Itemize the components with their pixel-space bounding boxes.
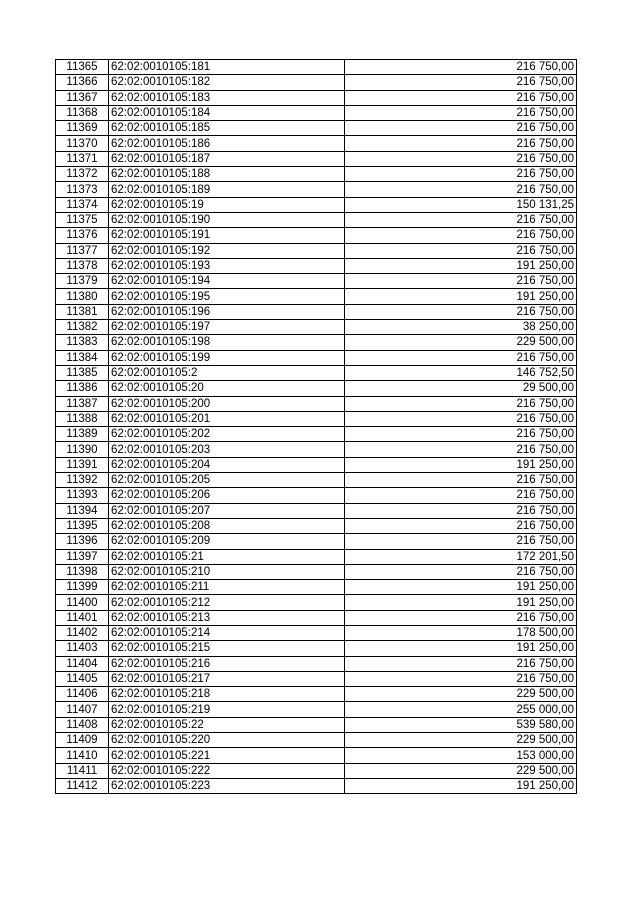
row-number-cell: 11371 <box>56 151 109 166</box>
table-row <box>56 625 577 640</box>
cadastral-value-cell: 216 750,00 <box>345 564 577 579</box>
table-row <box>56 90 577 105</box>
cadastral-value-cell: 38 250,00 <box>345 320 577 335</box>
table-row <box>56 411 577 426</box>
table-row <box>56 457 577 472</box>
table-row <box>56 564 577 579</box>
row-number-cell: 11392 <box>56 473 109 488</box>
cadastral-value-cell: 216 750,00 <box>345 75 577 90</box>
row-number-cell: 11402 <box>56 625 109 640</box>
cadastral-value-cell: 216 750,00 <box>345 243 577 258</box>
cadastral-value-cell: 255 000,00 <box>345 702 577 717</box>
row-number-cell: 11393 <box>56 488 109 503</box>
table-row <box>56 641 577 656</box>
table-row <box>56 748 577 763</box>
cadastral-value-cell: 178 500,00 <box>345 625 577 640</box>
cadastral-value-cell: 150 131,25 <box>345 197 577 212</box>
row-number-cell: 11390 <box>56 442 109 457</box>
cadastral-number-cell: 62:02:0010105:197 <box>109 320 345 335</box>
cadastral-number-cell: 62:02:0010105:203 <box>109 442 345 457</box>
table-row <box>56 304 577 319</box>
cadastral-value-cell: 216 750,00 <box>345 488 577 503</box>
cadastral-value-cell: 153 000,00 <box>345 748 577 763</box>
cadastral-value-cell: 191 250,00 <box>345 641 577 656</box>
cadastral-number-cell: 62:02:0010105:2 <box>109 365 345 380</box>
table-row <box>56 717 577 732</box>
cadastral-number-cell: 62:02:0010105:20 <box>109 381 345 396</box>
cadastral-value-cell: 216 750,00 <box>345 212 577 227</box>
row-number-cell: 11379 <box>56 274 109 289</box>
row-number-cell: 11373 <box>56 182 109 197</box>
cadastral-number-cell: 62:02:0010105:218 <box>109 687 345 702</box>
row-number-cell: 11403 <box>56 641 109 656</box>
table-row <box>56 396 577 411</box>
table-row <box>56 258 577 273</box>
row-number-cell: 11389 <box>56 427 109 442</box>
cadastral-number-cell: 62:02:0010105:207 <box>109 503 345 518</box>
cadastral-value-cell: 216 750,00 <box>345 518 577 533</box>
cadastral-number-cell: 62:02:0010105:196 <box>109 304 345 319</box>
row-number-cell: 11406 <box>56 687 109 702</box>
table-row <box>56 702 577 717</box>
table-row <box>56 671 577 686</box>
row-number-cell: 11396 <box>56 534 109 549</box>
row-number-cell: 11410 <box>56 748 109 763</box>
row-number-cell: 11383 <box>56 335 109 350</box>
cadastral-number-cell: 62:02:0010105:200 <box>109 396 345 411</box>
cadastral-number-cell: 62:02:0010105:210 <box>109 564 345 579</box>
cadastral-value-cell: 216 750,00 <box>345 656 577 671</box>
cadastral-value-cell: 216 750,00 <box>345 442 577 457</box>
cadastral-number-cell: 62:02:0010105:217 <box>109 671 345 686</box>
cadastral-value-cell: 216 750,00 <box>345 105 577 120</box>
table-row <box>56 442 577 457</box>
row-number-cell: 11370 <box>56 136 109 151</box>
row-number-cell: 11405 <box>56 671 109 686</box>
row-number-cell: 11411 <box>56 763 109 778</box>
cadastral-value-cell: 216 750,00 <box>345 60 577 75</box>
cadastral-number-cell: 62:02:0010105:192 <box>109 243 345 258</box>
cadastral-number-cell: 62:02:0010105:202 <box>109 427 345 442</box>
cadastral-number-cell: 62:02:0010105:198 <box>109 335 345 350</box>
cadastral-value-cell: 191 250,00 <box>345 457 577 472</box>
table-row <box>56 228 577 243</box>
table-row <box>56 167 577 182</box>
cadastral-value-cell: 216 750,00 <box>345 473 577 488</box>
table-row <box>56 60 577 75</box>
cadastral-number-cell: 62:02:0010105:21 <box>109 549 345 564</box>
table-row <box>56 763 577 778</box>
cadastral-number-cell: 62:02:0010105:187 <box>109 151 345 166</box>
table-row <box>56 335 577 350</box>
cadastral-value-cell: 216 750,00 <box>345 671 577 686</box>
cadastral-value-cell: 229 500,00 <box>345 335 577 350</box>
row-number-cell: 11372 <box>56 167 109 182</box>
cadastral-value-cell: 216 750,00 <box>345 90 577 105</box>
cadastral-number-cell: 62:02:0010105:209 <box>109 534 345 549</box>
cadastral-value-cell: 216 750,00 <box>345 182 577 197</box>
table-row <box>56 580 577 595</box>
cadastral-value-cell: 539 580,00 <box>345 717 577 732</box>
cadastral-value-cell: 191 250,00 <box>345 289 577 304</box>
cadastral-number-cell: 62:02:0010105:183 <box>109 90 345 105</box>
cadastral-number-cell: 62:02:0010105:22 <box>109 717 345 732</box>
row-number-cell: 11375 <box>56 212 109 227</box>
row-number-cell: 11399 <box>56 580 109 595</box>
table-row <box>56 243 577 258</box>
table-row <box>56 274 577 289</box>
cadastral-number-cell: 62:02:0010105:216 <box>109 656 345 671</box>
row-number-cell: 11369 <box>56 121 109 136</box>
table-row <box>56 778 577 793</box>
cadastral-number-cell: 62:02:0010105:213 <box>109 610 345 625</box>
row-number-cell: 11391 <box>56 457 109 472</box>
row-number-cell: 11382 <box>56 320 109 335</box>
row-number-cell: 11366 <box>56 75 109 90</box>
table-row <box>56 197 577 212</box>
cadastral-value-cell: 29 500,00 <box>345 381 577 396</box>
cadastral-value-cell: 191 250,00 <box>345 595 577 610</box>
cadastral-number-cell: 62:02:0010105:220 <box>109 733 345 748</box>
cadastral-number-cell: 62:02:0010105:190 <box>109 212 345 227</box>
table-row <box>56 687 577 702</box>
table-row <box>56 503 577 518</box>
row-number-cell: 11380 <box>56 289 109 304</box>
cadastral-value-cell: 216 750,00 <box>345 167 577 182</box>
cadastral-number-cell: 62:02:0010105:188 <box>109 167 345 182</box>
cadastral-number-cell: 62:02:0010105:194 <box>109 274 345 289</box>
cadastral-number-cell: 62:02:0010105:223 <box>109 778 345 793</box>
cadastral-number-cell: 62:02:0010105:189 <box>109 182 345 197</box>
row-number-cell: 11374 <box>56 197 109 212</box>
cadastral-number-cell: 62:02:0010105:208 <box>109 518 345 533</box>
cadastral-number-cell: 62:02:0010105:212 <box>109 595 345 610</box>
row-number-cell: 11385 <box>56 365 109 380</box>
cadastral-number-cell: 62:02:0010105:199 <box>109 350 345 365</box>
table-row <box>56 534 577 549</box>
row-number-cell: 11381 <box>56 304 109 319</box>
cadastral-number-cell: 62:02:0010105:222 <box>109 763 345 778</box>
table-row <box>56 518 577 533</box>
row-number-cell: 11376 <box>56 228 109 243</box>
cadastral-value-cell: 216 750,00 <box>345 274 577 289</box>
table-row <box>56 365 577 380</box>
cadastral-value-cell: 216 750,00 <box>345 427 577 442</box>
row-number-cell: 11395 <box>56 518 109 533</box>
row-number-cell: 11400 <box>56 595 109 610</box>
table-row <box>56 212 577 227</box>
table-row <box>56 733 577 748</box>
row-number-cell: 11388 <box>56 411 109 426</box>
row-number-cell: 11394 <box>56 503 109 518</box>
cadastral-number-cell: 62:02:0010105:185 <box>109 121 345 136</box>
row-number-cell: 11408 <box>56 717 109 732</box>
cadastral-number-cell: 62:02:0010105:204 <box>109 457 345 472</box>
table-body <box>56 60 577 794</box>
row-number-cell: 11412 <box>56 778 109 793</box>
cadastral-number-cell: 62:02:0010105:193 <box>109 258 345 273</box>
cadastral-number-cell: 62:02:0010105:214 <box>109 625 345 640</box>
cadastral-number-cell: 62:02:0010105:215 <box>109 641 345 656</box>
table-row <box>56 656 577 671</box>
cadastral-value-cell: 216 750,00 <box>345 304 577 319</box>
table-row <box>56 610 577 625</box>
row-number-cell: 11387 <box>56 396 109 411</box>
cadastral-value-cell: 216 750,00 <box>345 396 577 411</box>
row-number-cell: 11384 <box>56 350 109 365</box>
table-row <box>56 151 577 166</box>
table-row <box>56 350 577 365</box>
cadastral-number-cell: 62:02:0010105:211 <box>109 580 345 595</box>
row-number-cell: 11398 <box>56 564 109 579</box>
cadastral-value-cell: 229 500,00 <box>345 733 577 748</box>
cadastral-number-cell: 62:02:0010105:205 <box>109 473 345 488</box>
cadastral-value-cell: 146 752,50 <box>345 365 577 380</box>
table-row <box>56 75 577 90</box>
cadastral-number-cell: 62:02:0010105:221 <box>109 748 345 763</box>
cadastral-number-cell: 62:02:0010105:219 <box>109 702 345 717</box>
cadastral-value-cell: 229 500,00 <box>345 763 577 778</box>
cadastral-value-cell: 216 750,00 <box>345 151 577 166</box>
row-number-cell: 11401 <box>56 610 109 625</box>
cadastral-number-cell: 62:02:0010105:184 <box>109 105 345 120</box>
cadastral-value-cell: 216 750,00 <box>345 350 577 365</box>
row-number-cell: 11378 <box>56 258 109 273</box>
cadastral-value-cell: 216 750,00 <box>345 228 577 243</box>
cadastral-number-cell: 62:02:0010105:181 <box>109 60 345 75</box>
table-row <box>56 105 577 120</box>
cadastral-value-cell: 216 750,00 <box>345 610 577 625</box>
row-number-cell: 11386 <box>56 381 109 396</box>
table-row <box>56 136 577 151</box>
row-number-cell: 11367 <box>56 90 109 105</box>
cadastral-value-cell: 191 250,00 <box>345 258 577 273</box>
table-row <box>56 182 577 197</box>
cadastral-value-cell: 172 201,50 <box>345 549 577 564</box>
row-number-cell: 11397 <box>56 549 109 564</box>
row-number-cell: 11365 <box>56 60 109 75</box>
row-number-cell: 11368 <box>56 105 109 120</box>
cadastral-value-cell: 216 750,00 <box>345 121 577 136</box>
cadastral-value-cell: 216 750,00 <box>345 534 577 549</box>
cadastral-value-cell: 216 750,00 <box>345 136 577 151</box>
cadastral-value-cell: 191 250,00 <box>345 580 577 595</box>
table-row <box>56 320 577 335</box>
cadastral-value-cell: 191 250,00 <box>345 778 577 793</box>
cadastral-number-cell: 62:02:0010105:201 <box>109 411 345 426</box>
table-row <box>56 488 577 503</box>
cadastral-number-cell: 62:02:0010105:186 <box>109 136 345 151</box>
table-row <box>56 549 577 564</box>
cadastral-number-cell: 62:02:0010105:19 <box>109 197 345 212</box>
table-row <box>56 289 577 304</box>
row-number-cell: 11407 <box>56 702 109 717</box>
cadastral-number-cell: 62:02:0010105:182 <box>109 75 345 90</box>
row-number-cell: 11404 <box>56 656 109 671</box>
row-number-cell: 11377 <box>56 243 109 258</box>
cadastral-number-cell: 62:02:0010105:206 <box>109 488 345 503</box>
cadastral-value-cell: 229 500,00 <box>345 687 577 702</box>
cadastral-value-cell: 216 750,00 <box>345 411 577 426</box>
cadastral-value-table <box>55 59 577 794</box>
table-row <box>56 121 577 136</box>
table-row <box>56 595 577 610</box>
table-row <box>56 381 577 396</box>
table-row <box>56 473 577 488</box>
cadastral-value-cell: 216 750,00 <box>345 503 577 518</box>
cadastral-number-cell: 62:02:0010105:191 <box>109 228 345 243</box>
table-row <box>56 427 577 442</box>
cadastral-number-cell: 62:02:0010105:195 <box>109 289 345 304</box>
row-number-cell: 11409 <box>56 733 109 748</box>
